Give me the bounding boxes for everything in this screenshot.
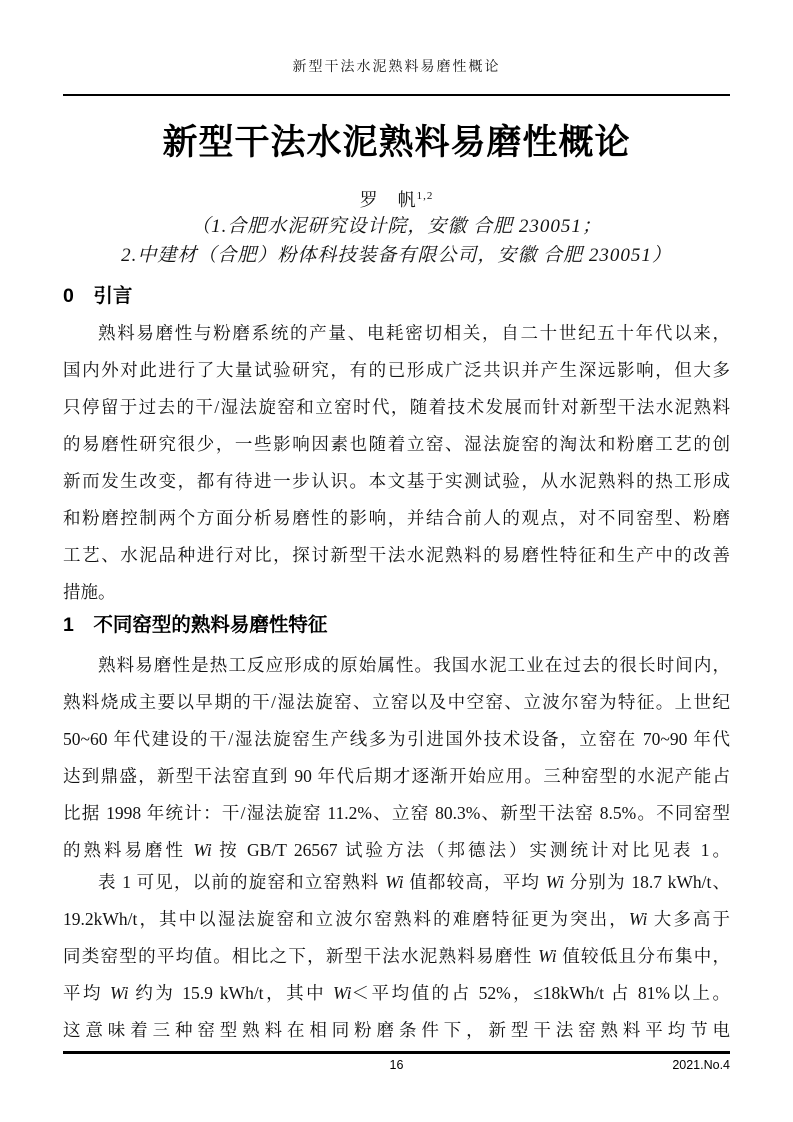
body-line: 平均 Wi 约为 15.9 kWh/t，其中 Wi＜平均值的占 52%，≤18kWh/t 占 81%以上。: [63, 983, 730, 1003]
body-line: 50~60 年代建设的干/湿法旋窑生产线多为引进国外技术设备，立窑在 70~90 年代: [63, 729, 730, 749]
body-line: 熟料烧成主要以早期的干/湿法旋窑、立窑以及中空窑、立波尔窑为特征。上世纪: [63, 692, 730, 712]
paragraph-kiln-types: [63, 647, 730, 869]
body-line: 熟料易磨性是热工反应形成的原始属性。我国水泥工业在过去的很长时间内，: [98, 655, 730, 675]
body-line: 和粉磨控制两个方面分析易磨性的影响，并结合前人的观点，对不同窑型、粉磨: [63, 508, 730, 528]
body-line: 只停留于过去的干/湿法旋窑和立窑时代，随着技术发展而针对新型干法水泥熟料: [63, 397, 730, 417]
body-line: 的易磨性研究很少，一些影响因素也随着立窑、湿法旋窑的淘汰和粉磨工艺的创: [63, 434, 730, 454]
paragraph-intro: [63, 315, 730, 611]
paragraph-wi-comparison: [63, 864, 730, 1049]
body-line: 国内外对此进行了大量试验研究，有的已形成广泛共识并产生深远影响，但大多: [63, 360, 730, 380]
body-line: 达到鼎盛，新型干法窑直到 90 年代后期才逐渐开始应用。三种窑型的水泥产能占: [63, 766, 730, 786]
body-line: 比据 1998 年统计：干/湿法旋窑 11.2%、立窑 80.3%、新型干法窑 8.5%。不同窑型: [63, 803, 730, 823]
running-title: 新型干法水泥熟料易磨性概论: [292, 60, 501, 75]
author-superscript: 1,2: [416, 190, 434, 202]
body-line: 表 1 可见，以前的旋窑和立窑熟料 Wi 值都较高，平均 Wi 分别为 18.7 kWh/t、: [98, 872, 731, 892]
issue-label: 2021.No.4: [672, 1058, 730, 1072]
article-title: 新型干法水泥熟料易磨性概论: [162, 123, 631, 162]
header-rule: [63, 94, 730, 96]
author-name: 罗 帆: [359, 190, 417, 210]
body-line: 同类窑型的平均值。相比之下，新型干法水泥熟料易磨性 Wi 值较低且分布集中，: [63, 946, 731, 966]
body-line: 这意味着三种窑型熟料在相同粉磨条件下，新型干法窑熟料平均节电: [63, 1020, 730, 1040]
body-line: 的熟料易磨性 Wi 按 GB/T 26567 试验方法（邦德法）实测统计对比见表 1。: [63, 840, 730, 860]
affiliation-line: （1.合肥水泥研究设计院，安徽 合肥 230051；: [191, 216, 602, 237]
body-line: 熟料易磨性与粉磨系统的产量、电耗密切相关，自二十世纪五十年代以来，: [98, 323, 730, 343]
footer-rule: [63, 1051, 730, 1054]
section-heading-1: 1 不同窑型的熟料易磨性特征: [63, 614, 328, 636]
page-number: 16: [389, 1058, 404, 1072]
body-line: 措施。: [63, 582, 116, 602]
body-line: 新而发生改变，都有待进一步认识。本文基于实测试验，从水泥熟料的热工形成: [63, 471, 730, 491]
body-line: 工艺、水泥品种进行对比，探讨新型干法水泥熟料的易磨性特征和生产中的改善: [63, 545, 730, 565]
author-line: [63, 184, 730, 212]
affiliation-line: 2.中建材（合肥）粉体科技装备有限公司，安徽 合肥 230051）: [121, 245, 672, 266]
body-line: 19.2kWh/t，其中以湿法旋窑和立波尔窑熟料的难磨特征更为突出，Wi 大多高于: [63, 909, 730, 929]
section-heading-0: 0 引言: [63, 285, 133, 307]
